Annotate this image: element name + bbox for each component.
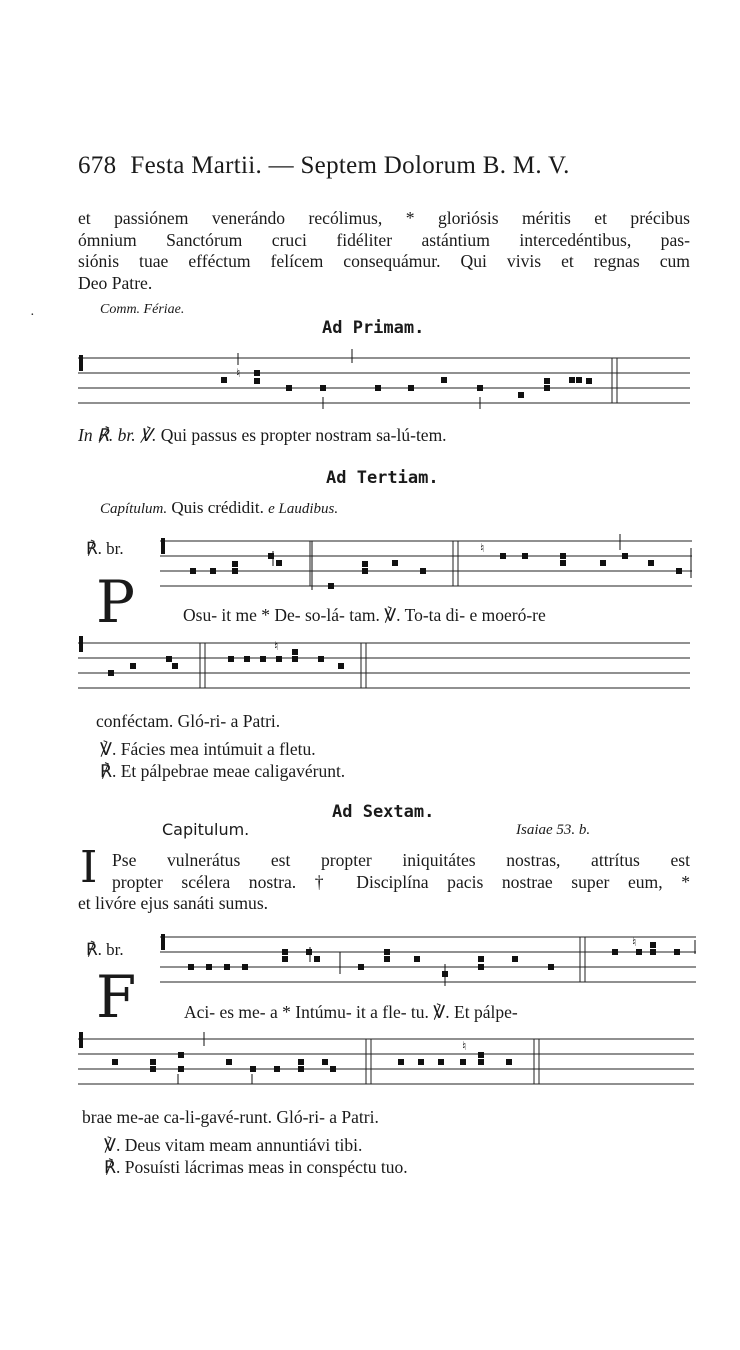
lyric-line-sextam-1: Aci- es me- a * Intúmu- it a fle- tu. ℣. Et pálpe- [184, 1002, 518, 1022]
svg-text:♮: ♮ [480, 541, 485, 555]
lyric-prefix: In ℟. br. ℣. [78, 425, 157, 445]
capitulum-line: Pse vulnerátus est propter iniquitátes nostras, attrítus est [112, 850, 690, 870]
capitulum-source-sextam: Isaiae 53. b. [516, 822, 591, 838]
prayer-line: siónis tuae efféctum felícem consequámur. Qui vivis et regnas cum [78, 251, 690, 271]
chant-staff-tertiam-1 [160, 538, 692, 598]
section-heading-sextam: Ad Sextam. [332, 802, 435, 822]
capitulum-label-sextam: Capitulum. [162, 820, 250, 839]
capitulum-label: Capítulum. [100, 501, 168, 517]
prayer-paragraph [78, 208, 690, 294]
capitulum-line-tertiam [100, 498, 338, 518]
drop-initial-f: F [96, 963, 137, 1031]
svg-text:♮: ♮ [632, 935, 637, 949]
comm-rubric: Comm. Fériae. [100, 302, 185, 317]
page-title: Festa Martii. — Septem Dolorum B. M. V. [130, 152, 570, 179]
versicle-sextam: ℣. Deus vitam meam annuntiávi tibi. [104, 1135, 363, 1155]
rbr-label-sextam: ℟. br. [86, 940, 124, 959]
chant-staff-primam [78, 355, 690, 415]
prayer-line: et passiónem venerándo recólimus, * gloriósis méritis et précibus [78, 208, 690, 228]
svg-text:♮: ♮ [236, 366, 241, 380]
page-number: 678 [78, 152, 117, 179]
svg-text:♮: ♮ [274, 639, 279, 653]
rbr-label: ℟. br. [86, 539, 124, 558]
capitulum-text: Quis crédidit. [171, 498, 264, 517]
section-heading-primam: Ad Primam. [322, 318, 425, 338]
chant-staff-sextam-1 [160, 934, 696, 994]
response-sextam: ℟. Posuísti lácrimas meas in conspéctu tuo. [104, 1157, 408, 1177]
capitulum-source: e Laudibus. [268, 501, 339, 517]
lyric-text: Qui passus es propter nostram sa-lú-tem. [160, 425, 447, 445]
lyric-line-tertiam-2: conféctam. Gló-ri- a Patri. [96, 711, 281, 731]
drop-initial: P [96, 568, 136, 636]
lyric-line-sextam-2: brae me-ae ca-li-gavé-runt. Gló-ri- a Patri. [82, 1107, 379, 1127]
prayer-line: Deo Patre. [78, 272, 153, 293]
capitulum-text-sextam [78, 850, 690, 915]
page-header [78, 152, 570, 180]
chant-staff-sextam-2 [78, 1032, 694, 1092]
lyric-line-tertiam-1: Osu- it me * De- so-lá- tam. ℣. To-ta di- e moeró-re [183, 605, 546, 625]
svg-text:♮: ♮ [462, 1039, 467, 1053]
response-tertiam: ℟. Et pálpebrae meae caligavérunt. [100, 761, 346, 781]
capitulum-line: propter scélera nostra. † Disciplína pacis nostrae super eum, * [112, 871, 690, 892]
chant-staff-tertiam-2 [78, 636, 690, 696]
drop-initial-sextam: I [80, 842, 98, 893]
margin-mark: · [30, 308, 35, 323]
capitulum-line: et livóre ejus sanáti sumus. [78, 893, 269, 913]
lyric-line-primam [78, 425, 447, 446]
versicle-tertiam: ℣. Fácies mea intúmuit a fletu. [100, 739, 316, 759]
section-heading-tertiam: Ad Tertiam. [326, 468, 439, 488]
prayer-line: ómnium Sanctórum cruci fidéliter astántium intercedéntibus, pas- [78, 229, 690, 250]
